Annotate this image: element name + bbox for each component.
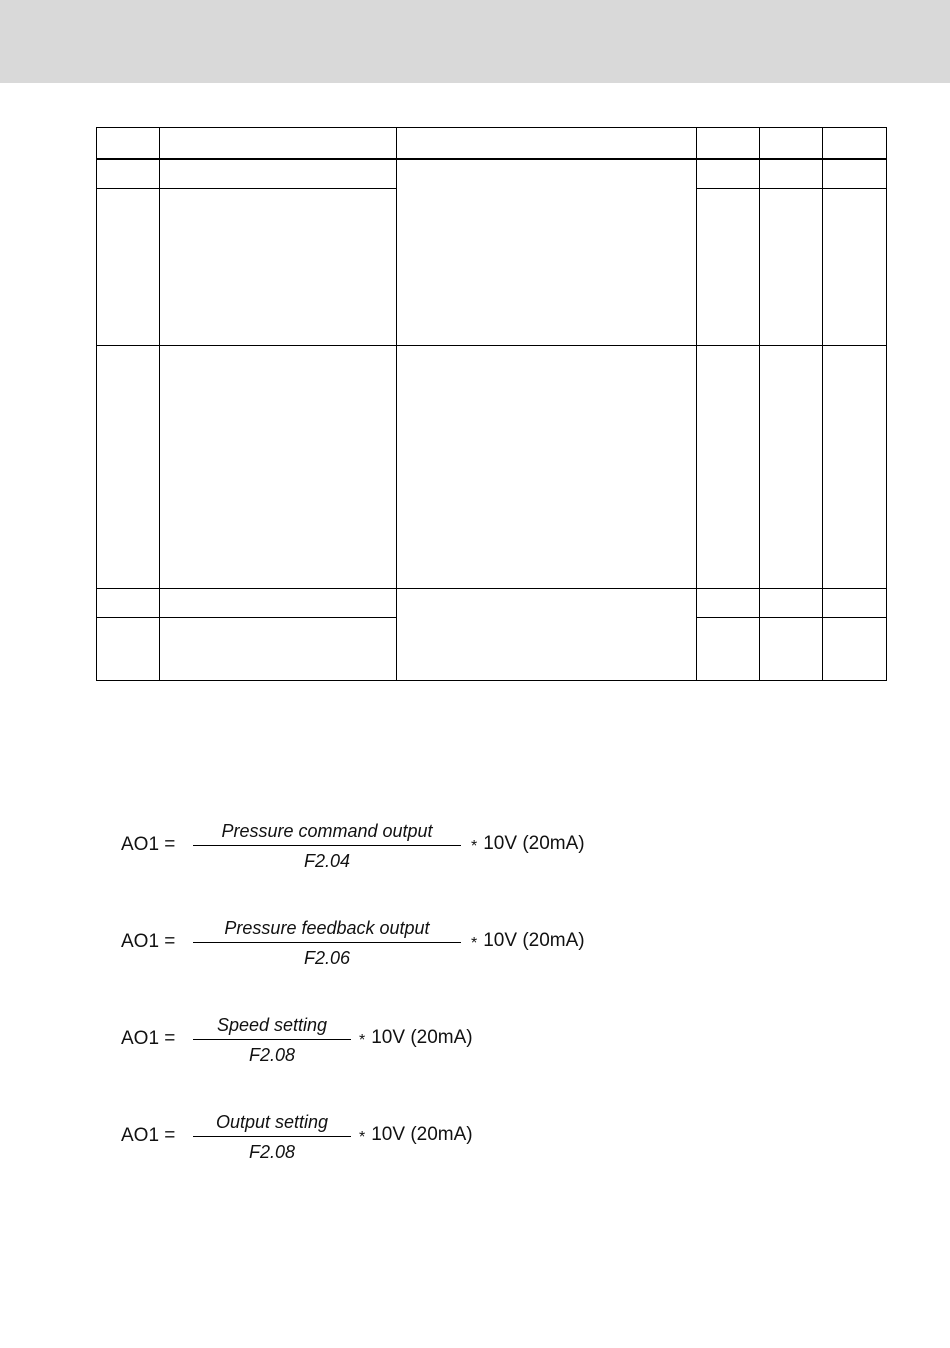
table-cell xyxy=(97,346,160,588)
table-cell xyxy=(823,588,887,617)
formula-fraction xyxy=(193,917,461,969)
table-header-row xyxy=(97,128,887,159)
formula-fraction xyxy=(193,1014,351,1066)
table-row xyxy=(97,159,887,189)
formula-rhs: 10V (20mA) xyxy=(371,1124,473,1145)
table-cell xyxy=(160,617,397,680)
formula-lhs: AO1 = xyxy=(121,834,176,855)
formula-numerator: Pressure command output xyxy=(221,821,433,841)
formula-numerator: Pressure feedback output xyxy=(224,918,430,938)
header-cell-code xyxy=(97,128,160,159)
table-cell xyxy=(97,189,160,346)
table-cell xyxy=(823,617,887,680)
table-cell xyxy=(97,617,160,680)
table-row xyxy=(97,346,887,588)
table-cell-merged xyxy=(397,159,697,346)
header-cell-change xyxy=(823,128,887,159)
table-cell xyxy=(697,588,760,617)
fraction-bar xyxy=(193,1039,351,1040)
table-cell xyxy=(823,159,887,189)
formula-lhs: AO1 = xyxy=(121,931,176,952)
formula-lhs: AO1 = xyxy=(121,1028,176,1049)
multiply-sign: * xyxy=(359,1032,366,1049)
formula-lhs: AO1 = xyxy=(121,1125,176,1146)
table-cell xyxy=(823,189,887,346)
formula-rhs-group xyxy=(359,1027,473,1049)
header-cell-setting-range xyxy=(397,128,697,159)
table-cell xyxy=(760,588,823,617)
table-cell xyxy=(760,346,823,588)
table-cell xyxy=(760,617,823,680)
table-cell xyxy=(397,346,697,588)
header-cell-unit xyxy=(697,128,760,159)
header-cell-name xyxy=(160,128,397,159)
table-cell xyxy=(160,346,397,588)
fraction-bar xyxy=(193,942,461,943)
table-cell xyxy=(160,159,397,189)
formula-rhs-group xyxy=(359,1124,473,1146)
table-cell xyxy=(160,588,397,617)
formula-fraction xyxy=(193,1111,351,1163)
table-cell xyxy=(697,617,760,680)
formula-rhs-group xyxy=(471,930,585,952)
parameter-table xyxy=(96,127,887,681)
formula-denominator: F2.08 xyxy=(248,1045,296,1065)
table-cell xyxy=(97,159,160,189)
formula-rhs-group xyxy=(471,833,585,855)
formula-numerator: Speed setting xyxy=(216,1015,328,1035)
table-cell xyxy=(760,159,823,189)
table-cell xyxy=(823,346,887,588)
table-row xyxy=(97,588,887,617)
table-cell xyxy=(697,189,760,346)
formula-rhs: 10V (20mA) xyxy=(371,1027,473,1048)
table-cell xyxy=(697,346,760,588)
page-header-band xyxy=(0,0,950,83)
table-cell xyxy=(697,159,760,189)
formula-rhs: 10V (20mA) xyxy=(483,930,585,951)
table-cell xyxy=(97,588,160,617)
formula-denominator: F2.04 xyxy=(303,851,351,871)
table-cell-merged xyxy=(397,588,697,680)
multiply-sign: * xyxy=(471,838,478,855)
formula-rhs: 10V (20mA) xyxy=(483,833,585,854)
multiply-sign: * xyxy=(359,1129,366,1146)
table-cell xyxy=(160,189,397,346)
table-cell xyxy=(760,189,823,346)
fraction-bar xyxy=(193,1136,351,1137)
formula-denominator: F2.08 xyxy=(248,1142,296,1162)
formula-numerator: Output setting xyxy=(215,1112,329,1132)
formula-fraction xyxy=(193,820,461,872)
multiply-sign: * xyxy=(471,935,478,952)
fraction-bar xyxy=(193,845,461,846)
header-cell-default xyxy=(760,128,823,159)
formula-denominator: F2.06 xyxy=(303,948,351,968)
